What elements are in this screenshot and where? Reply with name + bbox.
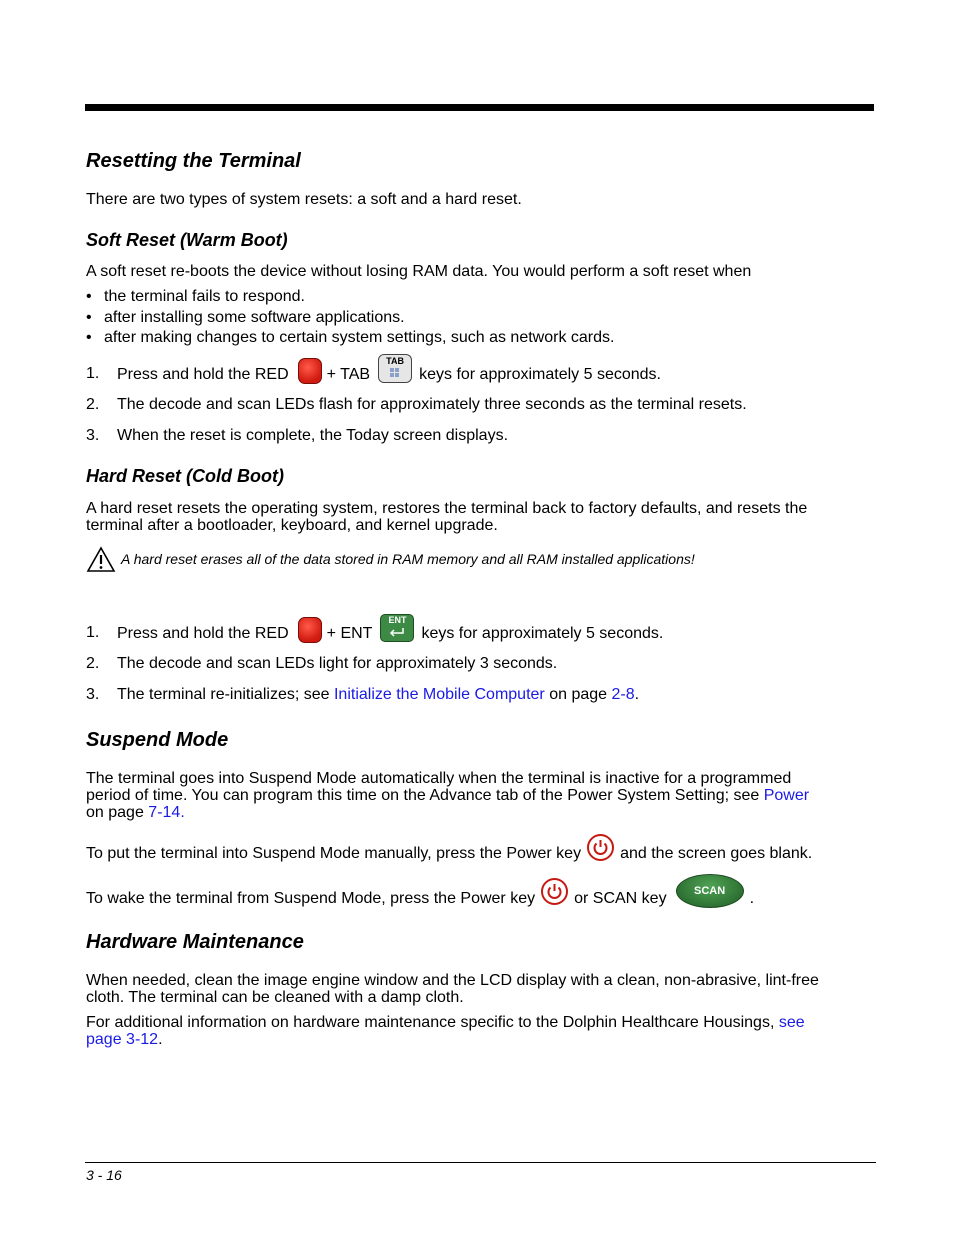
maintenance-text: . <box>158 1031 163 1048</box>
section-title-resetting: Resetting the Terminal <box>86 150 301 172</box>
step-text: When the reset is complete, the Today screen displays. <box>117 427 509 444</box>
maintenance-para-2-line-2 <box>86 1031 163 1048</box>
suspend-text: . <box>180 804 185 821</box>
suspend-para-1-line-1: The terminal goes into Suspend Mode automatically when the terminal is inactive for a programmed <box>86 770 792 787</box>
suspend-text: . <box>749 890 755 907</box>
power-symbol-icon <box>589 836 612 859</box>
step-number: 3. <box>86 686 100 703</box>
page-7-14-link[interactable]: 7-14 <box>148 804 181 821</box>
suspend-text: To wake the terminal from Suspend Mode, press the Power key <box>86 890 536 907</box>
enter-key-icon <box>380 614 414 642</box>
list-item <box>86 309 786 326</box>
list-item <box>86 288 786 305</box>
suspend-para-1-line-3 <box>86 804 185 821</box>
section-title-suspend-mode: Suspend Mode <box>86 729 229 751</box>
maintenance-para-1-line-2: cloth. The terminal can be cleaned with a damp cloth. <box>86 989 464 1006</box>
step-text: Press and hold the RED <box>117 625 289 642</box>
power-symbol-icon <box>543 880 566 903</box>
soft-step-3 <box>86 427 846 444</box>
step-text: Press and hold the RED <box>117 365 289 383</box>
maintenance-text: For additional information on hardware maintenance specific to the Dolphin Healthcare Housings, <box>86 1014 775 1031</box>
windows-logo-icon <box>390 368 400 378</box>
red-key-icon <box>298 617 322 643</box>
header-rule <box>85 104 874 111</box>
suspend-text: period of time. You can program this time on the Advance tab of the Power System Setting; see <box>86 787 760 804</box>
bullet-text: after making changes to certain system settings, such as network cards. <box>104 329 615 346</box>
step-text: The decode and scan LEDs flash for approximately three seconds as the terminal resets. <box>117 396 747 413</box>
step-number: 1. <box>86 624 100 641</box>
maintenance-para-1-line-1: When needed, clean the image engine window and the LCD display with a clean, non-abrasive, lint-free <box>86 972 819 989</box>
soft-step-2 <box>86 396 846 413</box>
page-3-12-link[interactable]: page 3-12 <box>86 1031 159 1048</box>
footer-rule <box>85 1162 876 1163</box>
tab-key-label: TAB <box>386 355 405 366</box>
suspend-text: To put the terminal into Suspend Mode manually, press the Power key <box>86 845 582 862</box>
bullet-symbol: • <box>86 329 92 346</box>
step-number: 2. <box>86 396 100 413</box>
bullet-text: after installing some software applications. <box>104 309 405 326</box>
power-link[interactable]: Power <box>763 787 810 804</box>
suspend-para-2 <box>86 833 812 865</box>
step-text: The terminal re-initializes; see <box>117 686 330 703</box>
maintenance-para-2-line-1 <box>86 1014 805 1031</box>
soft-step-1 <box>86 352 846 384</box>
step-text: . <box>634 686 640 703</box>
suspend-para-1-line-2 <box>86 787 809 804</box>
suspend-text: and the screen goes blank. <box>620 845 813 862</box>
list-item <box>86 329 786 346</box>
step-text: The decode and scan LEDs light for approximately 3 seconds. <box>117 655 558 672</box>
initialize-mobile-computer-link[interactable]: Initialize the Mobile Computer <box>333 686 545 703</box>
step-text: on page <box>549 686 608 703</box>
enter-key-label: ENT <box>388 615 407 625</box>
step-number: 1. <box>86 365 100 382</box>
power-key-icon <box>541 878 568 905</box>
suspend-text: or SCAN key <box>574 890 667 907</box>
hard-reset-intro-line-1: A hard reset resets the operating system, restores the terminal back to factory defaults, and resets the <box>86 500 808 517</box>
return-arrow-icon <box>389 628 405 637</box>
hard-step-2 <box>86 655 846 672</box>
step-number: 3. <box>86 427 100 444</box>
page-2-8-link[interactable]: 2-8 <box>611 686 635 703</box>
tab-key-icon <box>378 354 412 383</box>
bullet-symbol: • <box>86 309 92 326</box>
soft-reset-intro: A soft reset re-boots the device without losing RAM data. You would perform a soft reset when <box>86 263 752 280</box>
bullet-symbol: • <box>86 288 92 305</box>
see-link[interactable]: see <box>778 1014 805 1031</box>
suspend-text: on page <box>86 804 144 821</box>
step-number: 2. <box>86 655 100 672</box>
resetting-intro: There are two types of system resets: a soft and a hard reset. <box>86 191 522 208</box>
subsection-title-hard-reset: Hard Reset (Cold Boot) <box>86 466 284 486</box>
hard-step-1 <box>86 613 846 645</box>
step-text: + ENT <box>326 625 373 642</box>
bullet-text: the terminal fails to respond. <box>104 288 305 305</box>
step-text: keys for approximately 5 seconds. <box>419 365 661 383</box>
red-key-icon <box>298 358 322 384</box>
hard-reset-intro-line-2: terminal after a bootloader, keyboard, and kernel upgrade. <box>86 517 498 534</box>
warning-icon <box>86 546 116 573</box>
subsection-title-soft-reset: Soft Reset (Warm Boot) <box>86 230 288 250</box>
scan-key-icon: SCAN <box>676 874 744 908</box>
power-key-icon <box>587 834 614 861</box>
section-title-hardware-maintenance: Hardware Maintenance <box>86 931 304 953</box>
step-text: keys for approximately 5 seconds. <box>421 625 664 642</box>
page-number: 3 - 16 <box>86 1167 122 1183</box>
step-text: + TAB <box>326 365 371 383</box>
hard-step-3 <box>86 686 846 703</box>
suspend-para-3 <box>86 874 754 908</box>
warning-text: A hard reset erases all of the data stored in RAM memory and all RAM installed applications! <box>121 551 695 567</box>
